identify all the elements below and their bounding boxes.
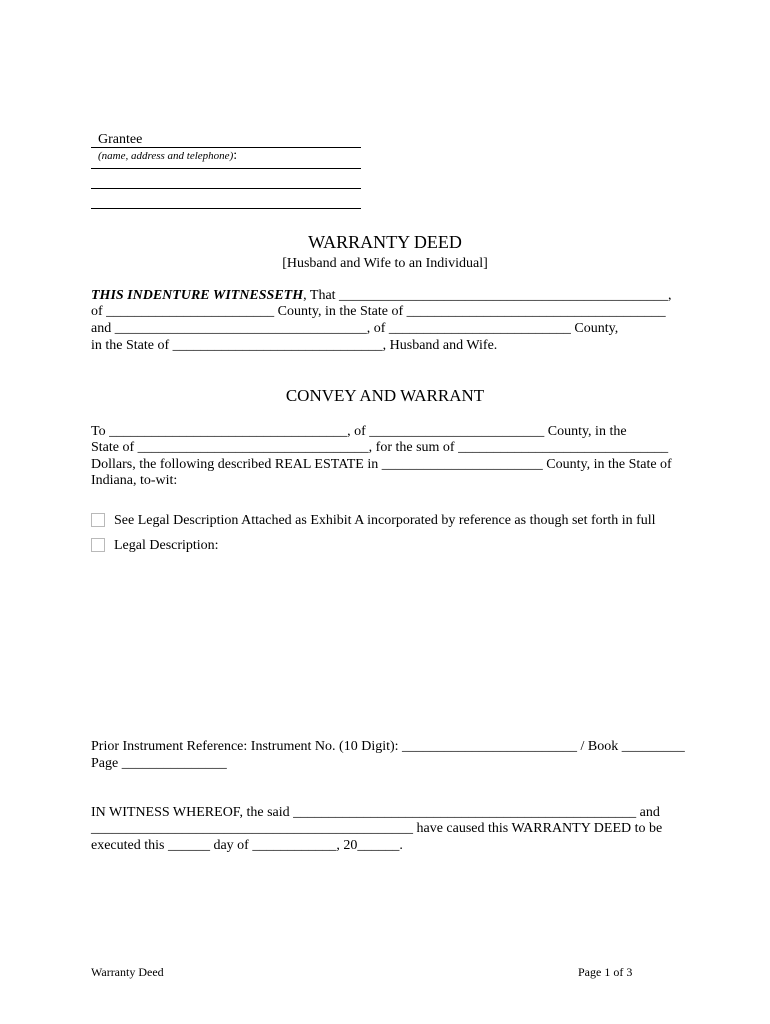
indenture-lead: THIS INDENTURE WITNESSETH (91, 288, 304, 303)
indenture-line-4: in the State of ______________________________, Husband and Wife. (91, 338, 498, 353)
grantee-label-row (91, 115, 237, 165)
legal-description-label: Legal Description: (114, 538, 219, 553)
convey-heading: CONVEY AND WARRANT (285, 386, 485, 405)
exhibit-a-checkbox[interactable] (91, 513, 105, 527)
grantee-label: Grantee (98, 131, 143, 147)
conveyance-line-2: State of _________________________________, for the sum of ______________________________ (91, 440, 669, 455)
prior-instrument-line-2: Page _______________ (91, 756, 227, 771)
witness-line-3: executed this ______ day of ____________, 20______. (91, 838, 403, 853)
grantee-blank-line-3[interactable] (91, 188, 361, 189)
witness-line-1: IN WITNESS WHEREOF, the said _________________________________________________ and (91, 805, 660, 820)
indenture-line-3: and ____________________________________, of __________________________ County, (91, 321, 619, 336)
grantee-blank-line-2[interactable] (91, 168, 361, 169)
indenture-line-1-rest: , That _______________________________________________, (303, 288, 672, 303)
witness-line-2: ______________________________________________ have caused this WARRANTY DEED to be (91, 821, 663, 836)
grantee-blank-line-4[interactable] (91, 208, 361, 209)
conveyance-line-4: Indiana, to-wit: (91, 473, 178, 488)
grantee-colon: : (233, 148, 238, 163)
document-subtitle: [Husband and Wife to an Individual] (282, 256, 488, 271)
legal-description-checkbox[interactable] (91, 538, 105, 552)
prior-instrument-line-1: Prior Instrument Reference: Instrument No. (10 Digit): _________________________ / Book _________ (91, 739, 685, 754)
grantee-blank-line-1[interactable] (91, 147, 361, 148)
document-title: WARRANTY DEED (308, 232, 462, 252)
indenture-line-2: of ________________________ County, in the State of _____________________________________ (91, 304, 666, 319)
footer-page-number: Page 1 of 3 (578, 965, 633, 979)
grantee-hint: (name, address and telephone) (98, 150, 234, 162)
conveyance-line-1: To __________________________________, of _________________________ County, in the (91, 424, 627, 439)
exhibit-a-label: See Legal Description Attached as Exhibit A incorporated by reference as though set forth in full (114, 513, 656, 528)
indenture-line-1 (91, 288, 681, 305)
footer-document-name: Warranty Deed (91, 965, 164, 979)
conveyance-line-3: Dollars, the following described REAL ESTATE in _______________________ County, in the State of (91, 457, 672, 472)
